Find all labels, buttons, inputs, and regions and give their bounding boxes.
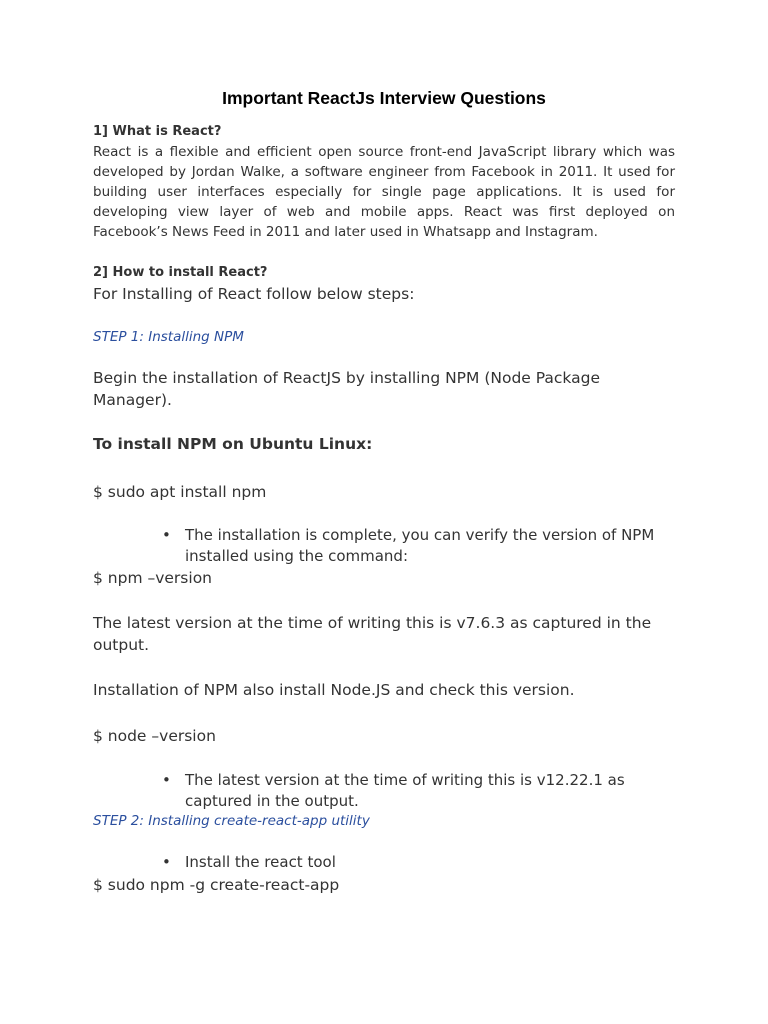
list-item-text: Install the react tool [185,853,336,871]
list-item-node-latest [162,770,668,812]
bullet-icon: • [162,771,171,789]
step-1-text: Begin the installation of ReactJS by installing NPM (Node Package Manager). [93,369,600,409]
bullet-icon: • [162,526,171,544]
list-item-text: The latest version at the time of writing this is v12.22.1 as captured in the output. [185,771,625,810]
list-item-install-tool [162,852,668,873]
command-install-npm: $ sudo apt install npm [93,483,267,501]
node-install-text: Installation of NPM also install Node.JS and check this version. [93,681,575,699]
command-npm-version: $ npm –version [93,569,212,587]
ubuntu-install-heading: To install NPM on Ubuntu Linux: [93,435,373,453]
bullet-icon: • [162,853,171,871]
question-1-heading: 1] What is React? [93,124,222,139]
list-item-verify-npm [162,525,668,567]
npm-latest-version-text: The latest version at the time of writing this is v7.6.3 as captured in the output. [93,614,652,654]
step-2-heading: STEP 2: Installing create-react-app utility [93,813,370,829]
command-node-version: $ node –version [93,727,216,745]
document-title: Important ReactJs Interview Questions [222,88,546,108]
command-create-react-app: $ sudo npm -g create-react-app [93,876,340,894]
question-2-intro: For Installing of React follow below steps: [93,285,415,303]
step-1-heading: STEP 1: Installing NPM [93,329,244,345]
question-2-heading: 2] How to install React? [93,265,268,280]
list-item-text: The installation is complete, you can verify the version of NPM installed using the command: [185,526,655,565]
question-1-answer: React is a flexible and efficient open source front-end JavaScript library which was developed by Jordan Walke, a software engineer from Facebook in 2011. It used for building user interfaces especially for single page applications. It is used for developing view layer of web and mobile apps. React was first deployed on Facebook’s News Feed in 2011 and later used in Whatsapp and Instagram. [93,144,675,240]
